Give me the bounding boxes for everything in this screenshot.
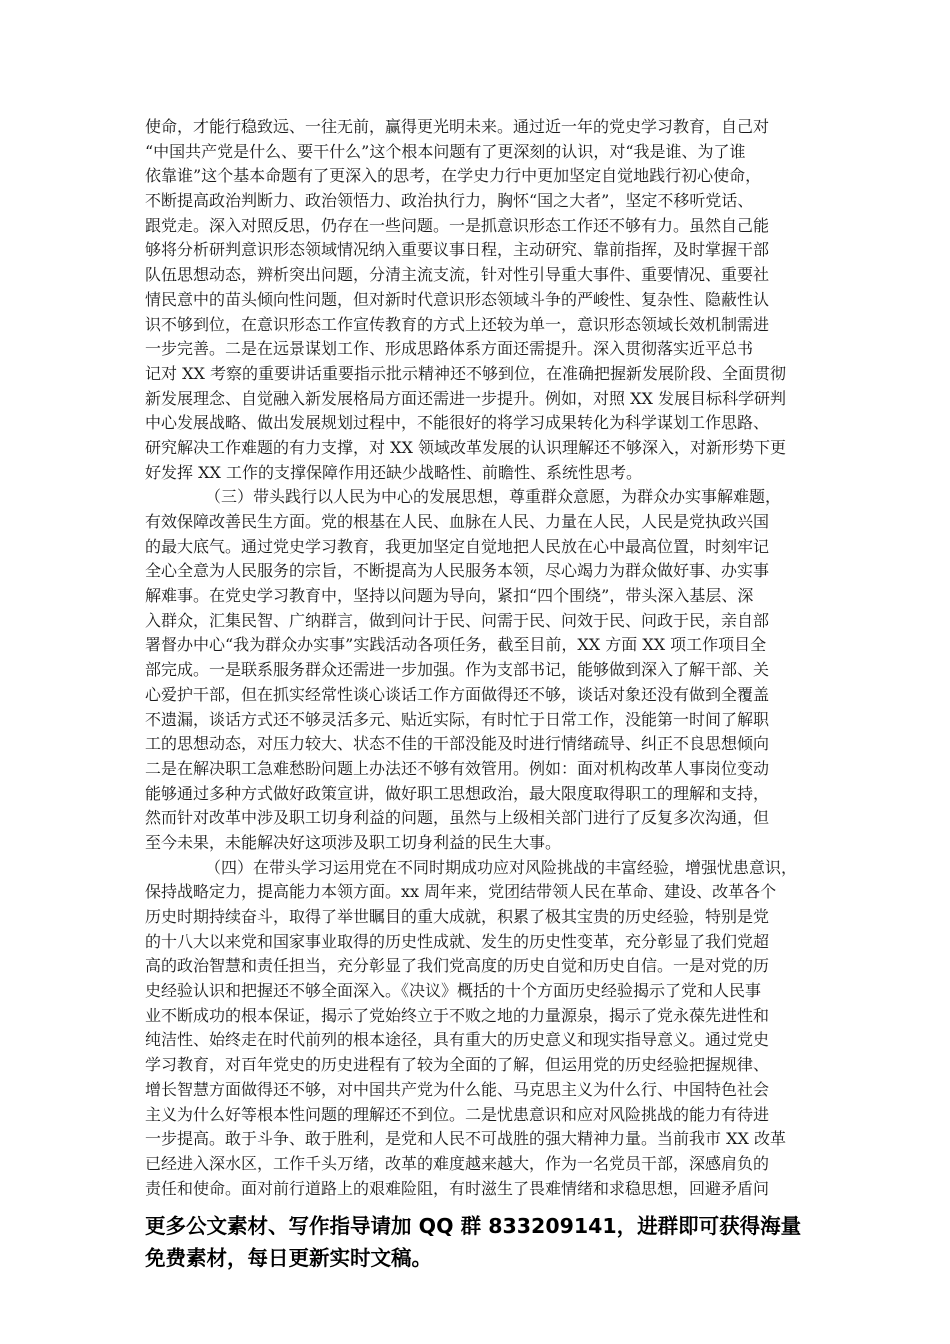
text-line: 工的思想动态，对压力较大、状态不佳的干部没能及时进行情绪疏导、纠正不良思想倾向: [145, 734, 770, 754]
text-line: 部完成。一是联系服务群众还需进一步加强。作为支部书记，能够做到深入了解干部、关: [145, 660, 770, 680]
text-line: 不断提高政治判断力、政治领悟力、政治执行力，胸怀“国之大者”，坚定不移听党话、: [145, 191, 754, 211]
paragraph: [145, 115, 813, 485]
text-line: 保持战略定力，提高能力本领方面。xx 周年来，党团结带领人民在革命、建设、改革各个: [145, 882, 777, 902]
text-line: 使命，才能行稳致远、一往无前，赢得更光明未来。通过近一年的党史学习教育，自己对: [145, 117, 770, 136]
text-line: 史经验认识和把握还不够全面深入。《决议》概括的十个方面历史经验揭示了党和人民事: [145, 981, 762, 1001]
paragraph: [145, 856, 813, 1202]
text-line: 历史时期持续奋斗，取得了举世瞩目的重大成就，积累了极其宝贵的历史经验，特别是党: [145, 907, 770, 926]
promo-line: 更多公文素材、写作指导请加 QQ 群 833209141，进群即可获得海量: [145, 1214, 802, 1238]
text-line: 的十八大以来党和国家事业取得的历史性成就、发生的历史性变革，充分彰显了我们党超: [145, 931, 770, 951]
text-line: 入群众，汇集民智、广纳群言，做到问计于民、问需于民、问效于民、问政于民，亲自部: [145, 610, 770, 630]
text-line: 够将分析研判意识形态领域情况纳入重要议事日程，主动研究、靠前指挥，及时掌握干部: [145, 240, 770, 260]
text-line: （四）在带头学习运用党在不同时期成功应对风险挑战的丰富经验，增强忧患意识，: [205, 857, 798, 877]
text-line: 主义为什么好等根本性问题的理解还不到位。二是忧患意识和应对风险挑战的能力有待进: [145, 1104, 770, 1124]
document-body: [145, 115, 813, 1201]
text-line: 二是在解决职工急难愁盼问题上办法还不够有效管用。例如：面对机构改革人事岗位变动: [145, 758, 770, 778]
text-line: 不遗漏，谈话方式还不够灵活多元、贴近实际，有时忙于日常工作，没能第一时间了解职: [145, 709, 770, 729]
text-line: 中心发展战略、做出发展规划过程中，不能很好的将学习成果转化为科学谋划工作思路、: [145, 413, 770, 433]
text-line: 心爱护干部，但在抓实经常性谈心谈话工作方面做得还不够，谈话对象还没有做到全覆盖: [145, 684, 770, 704]
text-line: 一步完善。二是在远景谋划工作、形成思路体系方面还需提升。深入贯彻落实近平总书: [145, 339, 754, 359]
text-line: 然而针对改革中涉及职工切身利益的问题，虽然与上级相关部门进行了反复多次沟通，但: [145, 808, 770, 828]
text-line: 解难事。在党史学习教育中，坚持以问题为导向，紧扣“四个围绕”，带头深入基层、深: [145, 586, 754, 606]
text-line: 记对 XX 考察的重要讲话重要指示批示精神还不够到位，在准确把握新发展阶段、全面贯彻: [145, 363, 786, 383]
text-line: 识不够到位，在意识形态工作宣传教育的方式上还较为单一，意识形态领域长效机制需进: [145, 314, 770, 334]
text-line: 增长智慧方面做得还不够，对中国共产党为什么能、马克思主义为什么行、中国特色社会: [145, 1079, 770, 1099]
text-line: 研究解决工作难题的有力支撑，对 XX 领域改革发展的认识理解还不够深入，对新形势下更: [145, 437, 786, 457]
text-line: 好发挥 XX 工作的支撑保障作用还缺少战略性、前瞻性、系统性思考。: [145, 462, 642, 482]
promo-banner: [145, 1210, 825, 1274]
text-line: 署督办中心“我为群众办实事”实践活动各项任务，截至目前，XX 方面 XX 项工作项目全: [145, 635, 767, 655]
text-line: 情民意中的苗头倾向性问题，但对新时代意识形态领域斗争的严峻性、复杂性、隐蔽性认: [145, 289, 770, 309]
text-line: 责任和使命。面对前行道路上的艰难险阻，有时滋生了畏难情绪和求稳思想，回避矛盾问: [145, 1178, 770, 1198]
text-line: 依靠谁”这个基本命题有了更深入的思考，在学史力行中更加坚定自觉地践行初心使命，: [145, 166, 762, 186]
text-line: 队伍思想动态，辨析突出问题，分清主流支流，针对性引导重大事件、重要情况、重要社: [145, 265, 770, 285]
text-line: 纯洁性、始终走在时代前列的根本途径，具有重大的历史意义和现实指导意义。通过党史: [145, 1030, 770, 1050]
promo-line: 免费素材，每日更新实时文稿。: [145, 1246, 432, 1270]
text-line: （三）带头践行以人民为中心的发展思想，尊重群众意愿，为群众办实事解难题，: [205, 487, 782, 507]
text-line: 高的政治智慧和责任担当，充分彰显了我们党高度的历史自觉和历史自信。一是对党的历: [145, 956, 770, 976]
text-line: 业不断成功的根本保证，揭示了党始终立于不败之地的力量源泉，揭示了党永葆先进性和: [145, 1005, 770, 1025]
paragraph: [145, 485, 813, 855]
text-line: 已经进入深水区，工作千头万绪，改革的难度越来越大，作为一名党员干部，深感肩负的: [145, 1153, 770, 1173]
text-line: 一步提高。敢于斗争、敢于胜利，是党和人民不可战胜的强大精神力量。当前我市 XX 改革: [145, 1129, 786, 1149]
text-line: 能够通过多种方式做好政策宣讲，做好职工思想政治，最大限度取得职工的理解和支持，: [145, 783, 770, 803]
text-line: 学习教育，对百年党史的历史进程有了较为全面的了解，但运用党的历史经验把握规律、: [145, 1055, 770, 1075]
text-line: “中国共产党是什么、要干什么”这个根本问题有了更深刻的认识，对“我是谁、为了谁: [145, 141, 746, 161]
text-line: 的最大底气。通过党史学习教育，我更加坚定自觉地把人民放在心中最高位置，时刻牢记: [145, 536, 770, 556]
text-line: 跟党走。深入对照反思，仍存在一些问题。一是抓意识形态工作还不够有力。虽然自己能: [145, 215, 770, 235]
text-line: 新发展理念、自觉融入新发展格局方面还需进一步提升。例如，对照 XX 发展目标科学研判: [145, 388, 786, 408]
text-line: 全心全意为人民服务的宗旨，不断提高为人民服务本领，尽心竭力为群众做好事、办实事: [145, 561, 770, 581]
text-line: 有效保障改善民生方面。党的根基在人民、血脉在人民、力量在人民，人民是党执政兴国: [145, 512, 770, 531]
text-line: 至今未果，未能解决好这项涉及职工切身利益的民生大事。: [145, 832, 562, 852]
